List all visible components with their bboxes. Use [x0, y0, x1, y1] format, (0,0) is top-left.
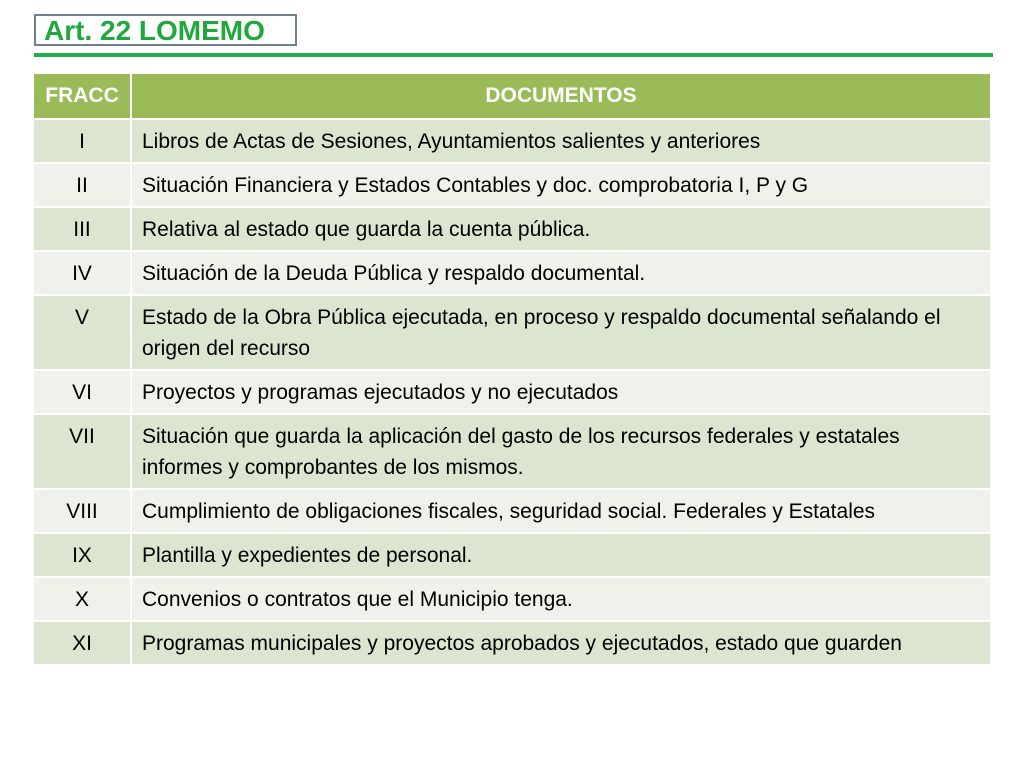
- documents-table: [32, 72, 992, 666]
- table-row: [33, 533, 991, 577]
- table-row: [33, 163, 991, 207]
- document-cell: Situación que guarda la aplicación del gasto de los recursos federales y estatales informes y comprobantes de los mismos.: [131, 414, 991, 489]
- fracc-cell: VIII: [33, 489, 131, 533]
- table-row: [33, 577, 991, 621]
- table-row: [33, 621, 991, 665]
- table-row: [33, 119, 991, 163]
- fracc-cell: I: [33, 119, 131, 163]
- document-cell: Plantilla y expedientes de personal.: [131, 533, 991, 577]
- document-cell: Situación de la Deuda Pública y respaldo documental.: [131, 251, 991, 295]
- document-cell: Relativa al estado que guarda la cuenta pública.: [131, 207, 991, 251]
- fracc-cell: X: [33, 577, 131, 621]
- document-cell: Libros de Actas de Sesiones, Ayuntamientos salientes y anteriores: [131, 119, 991, 163]
- table-header-row: [33, 73, 991, 119]
- document-cell: Cumplimiento de obligaciones fiscales, seguridad social. Federales y Estatales: [131, 489, 991, 533]
- document-cell: Programas municipales y proyectos aprobados y ejecutados, estado que guarden: [131, 621, 991, 665]
- table-row: [33, 489, 991, 533]
- page-title: Art. 22 LOMEMO: [44, 15, 265, 46]
- table-row: [33, 414, 991, 489]
- column-header-fracc: FRACC: [33, 73, 131, 119]
- document-cell: Situación Financiera y Estados Contables y doc. comprobatoria I, P y G: [131, 163, 991, 207]
- fracc-cell: II: [33, 163, 131, 207]
- table-row: [33, 207, 991, 251]
- fracc-cell: VI: [33, 370, 131, 414]
- fracc-cell: III: [33, 207, 131, 251]
- title-box: [34, 14, 297, 46]
- document-cell: Estado de la Obra Pública ejecutada, en proceso y respaldo documental señalando el origen del recurso: [131, 295, 991, 370]
- fracc-cell: IX: [33, 533, 131, 577]
- table-row: [33, 370, 991, 414]
- fracc-cell: IV: [33, 251, 131, 295]
- document-cell: Convenios o contratos que el Municipio tenga.: [131, 577, 991, 621]
- fracc-cell: XI: [33, 621, 131, 665]
- column-header-documentos: DOCUMENTOS: [131, 73, 991, 119]
- fracc-cell: V: [33, 295, 131, 370]
- fracc-cell: VII: [33, 414, 131, 489]
- table-row: [33, 295, 991, 370]
- table-row: [33, 251, 991, 295]
- document-cell: Proyectos y programas ejecutados y no ejecutados: [131, 370, 991, 414]
- title-divider: [34, 53, 993, 57]
